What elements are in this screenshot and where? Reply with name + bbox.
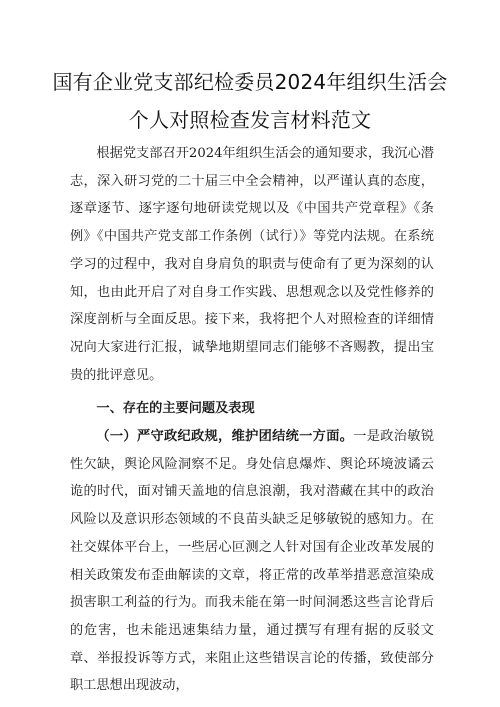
item-paragraph [70, 423, 434, 700]
section-heading: 一、存在的主要问题及表现 [96, 401, 255, 417]
item-text: 一是政治敏锐性欠缺，舆论风险洞察不足。身处信息爆炸、舆论环境波谲云诡的时代，面对铺天盖地的信息浪潮，我对潜藏在其中的政治风险以及意识形态领域的不良苗头缺乏足够敏锐的感知力。在社交媒体平台上，一些居心叵测之人针对国有企业改革发展的相关政策发布歪曲解读的文章，将正常的改革举措恶意渲染成损害职工利益的行为。而我未能在第一时间洞悉这些言论背后的危害，也未能迅速集结力量，通过撰写有理有据的反驳文章、举报投诉等方式，来阻止这些错误言论的传播，致使部分职工思想出现波动， [70, 429, 435, 694]
document-title-line2: 个人对照检查发言材料范文 [128, 108, 372, 132]
item-lead: （一）严守政纪政规，维护团结统一方面。 [96, 429, 354, 445]
document-title-line1: 国有企业党支部纪检委员2024年组织生活会 [52, 70, 448, 94]
document-body [70, 140, 434, 700]
intro-paragraph: 根据党支部召开2024年组织生活会的通知要求，我沉心潜志，深入研习党的二十届三中全会精神，以严谨认真的态度，逐章逐节、逐字逐句地研读党规以及《中国共产党章程》《条例》《中国共产党支部工作条例（试行）》等党内法规。在系统学习的过程中，我对自身肩负的职责与使命有了更为深刻的认知，也由此开启了对自身工作实践、思想观念以及党性修养的深度剖析与全面反思。接下来，我将把个人对照检查的详细情况向大家进行汇报，诚挚地期望同志们能够不吝赐教，提出宝贵的批评意见。 [70, 146, 434, 383]
